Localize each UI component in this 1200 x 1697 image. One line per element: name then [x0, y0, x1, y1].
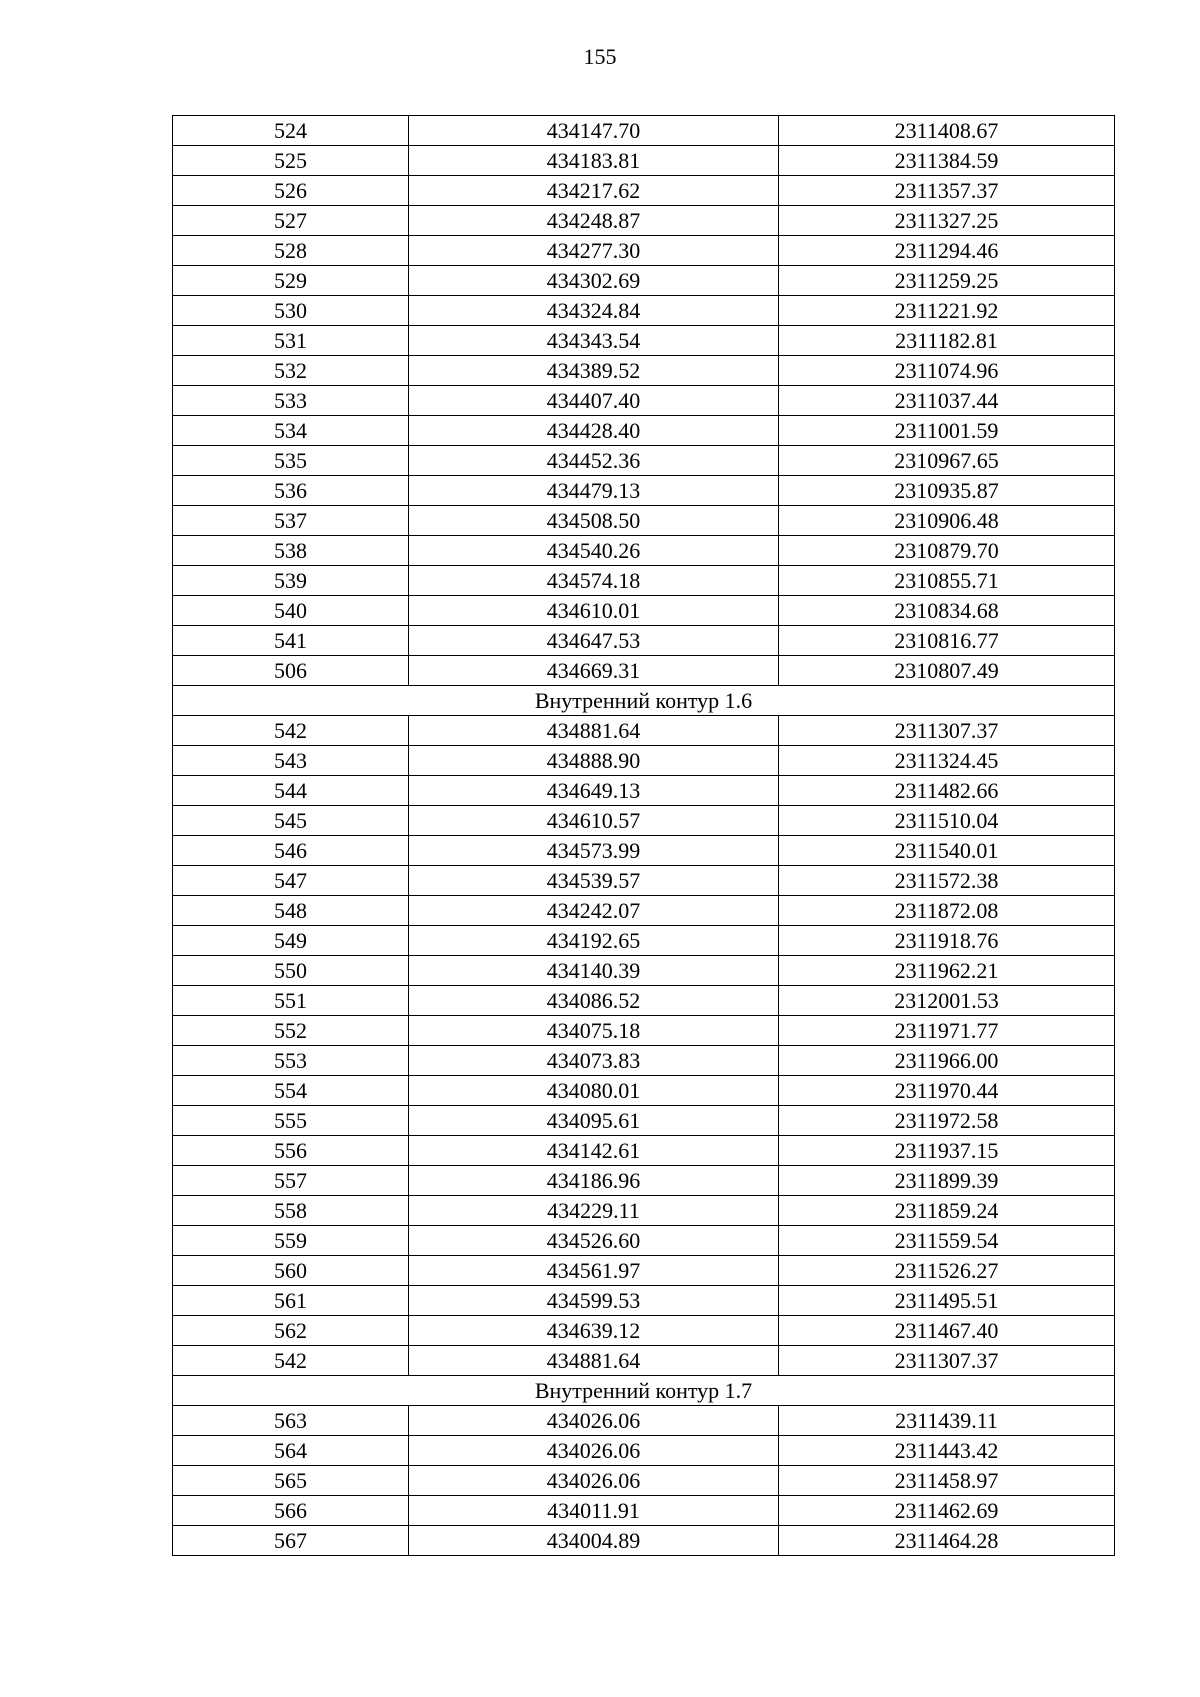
x-coordinate-cell: 434508.50	[409, 506, 779, 536]
y-coordinate-cell: 2310807.49	[779, 656, 1115, 686]
point-number-cell: 555	[173, 1106, 409, 1136]
point-number-cell: 552	[173, 1016, 409, 1046]
x-coordinate-cell: 434277.30	[409, 236, 779, 266]
x-coordinate-cell: 434026.06	[409, 1466, 779, 1496]
y-coordinate-cell: 2311001.59	[779, 416, 1115, 446]
point-number-cell: 534	[173, 416, 409, 446]
x-coordinate-cell: 434080.01	[409, 1076, 779, 1106]
x-coordinate-cell: 434248.87	[409, 206, 779, 236]
x-coordinate-cell: 434669.31	[409, 656, 779, 686]
point-number-cell: 562	[173, 1316, 409, 1346]
table-row	[173, 176, 1115, 206]
x-coordinate-cell: 434242.07	[409, 896, 779, 926]
point-number-cell: 529	[173, 266, 409, 296]
y-coordinate-cell: 2311482.66	[779, 776, 1115, 806]
page-number: 155	[583, 44, 617, 69]
table-row	[173, 1526, 1115, 1556]
x-coordinate-cell: 434610.01	[409, 596, 779, 626]
x-coordinate-cell: 434142.61	[409, 1136, 779, 1166]
y-coordinate-cell: 2311872.08	[779, 896, 1115, 926]
table-row	[173, 116, 1115, 146]
table-row	[173, 1106, 1115, 1136]
y-coordinate-cell: 2311526.27	[779, 1256, 1115, 1286]
y-coordinate-cell: 2311962.21	[779, 956, 1115, 986]
point-number-cell: 525	[173, 146, 409, 176]
y-coordinate-cell: 2311439.11	[779, 1406, 1115, 1436]
x-coordinate-cell: 434217.62	[409, 176, 779, 206]
point-number-cell: 559	[173, 1226, 409, 1256]
point-number-cell: 566	[173, 1496, 409, 1526]
y-coordinate-cell: 2311327.25	[779, 206, 1115, 236]
table-row	[173, 446, 1115, 476]
point-number-cell: 556	[173, 1136, 409, 1166]
coordinates-table	[172, 115, 1115, 1556]
point-number-cell: 545	[173, 806, 409, 836]
x-coordinate-cell: 434881.64	[409, 1346, 779, 1376]
y-coordinate-cell: 2310935.87	[779, 476, 1115, 506]
y-coordinate-cell: 2310816.77	[779, 626, 1115, 656]
point-number-cell: 554	[173, 1076, 409, 1106]
table-row	[173, 416, 1115, 446]
table-row	[173, 296, 1115, 326]
point-number-cell: 527	[173, 206, 409, 236]
y-coordinate-cell: 2311899.39	[779, 1166, 1115, 1196]
section-header-row	[173, 1376, 1115, 1406]
table-row	[173, 596, 1115, 626]
point-number-cell: 506	[173, 656, 409, 686]
x-coordinate-cell: 434389.52	[409, 356, 779, 386]
section-header-row	[173, 686, 1115, 716]
table-row	[173, 1466, 1115, 1496]
x-coordinate-cell: 434881.64	[409, 716, 779, 746]
x-coordinate-cell: 434540.26	[409, 536, 779, 566]
table-row	[173, 656, 1115, 686]
table-row	[173, 1286, 1115, 1316]
y-coordinate-cell: 2311495.51	[779, 1286, 1115, 1316]
y-coordinate-cell: 2311510.04	[779, 806, 1115, 836]
table-row	[173, 806, 1115, 836]
point-number-cell: 540	[173, 596, 409, 626]
table-row	[173, 926, 1115, 956]
point-number-cell: 546	[173, 836, 409, 866]
point-number-cell: 533	[173, 386, 409, 416]
y-coordinate-cell: 2311182.81	[779, 326, 1115, 356]
point-number-cell: 567	[173, 1526, 409, 1556]
x-coordinate-cell: 434526.60	[409, 1226, 779, 1256]
y-coordinate-cell: 2311918.76	[779, 926, 1115, 956]
table-row	[173, 356, 1115, 386]
y-coordinate-cell: 2311259.25	[779, 266, 1115, 296]
x-coordinate-cell: 434186.96	[409, 1166, 779, 1196]
point-number-cell: 524	[173, 116, 409, 146]
point-number-cell: 536	[173, 476, 409, 506]
y-coordinate-cell: 2311464.28	[779, 1526, 1115, 1556]
x-coordinate-cell: 434343.54	[409, 326, 779, 356]
point-number-cell: 551	[173, 986, 409, 1016]
x-coordinate-cell: 434539.57	[409, 866, 779, 896]
point-number-cell: 530	[173, 296, 409, 326]
table-row	[173, 776, 1115, 806]
x-coordinate-cell: 434011.91	[409, 1496, 779, 1526]
table-row	[173, 1136, 1115, 1166]
y-coordinate-cell: 2310906.48	[779, 506, 1115, 536]
x-coordinate-cell: 434095.61	[409, 1106, 779, 1136]
point-number-cell: 544	[173, 776, 409, 806]
x-coordinate-cell: 434026.06	[409, 1436, 779, 1466]
table-row	[173, 1496, 1115, 1526]
table-row	[173, 1436, 1115, 1466]
x-coordinate-cell: 434026.06	[409, 1406, 779, 1436]
point-number-cell: 553	[173, 1046, 409, 1076]
table-row	[173, 866, 1115, 896]
y-coordinate-cell: 2311971.77	[779, 1016, 1115, 1046]
table-row	[173, 836, 1115, 866]
table-row	[173, 986, 1115, 1016]
table-row	[173, 1256, 1115, 1286]
section-header: Внутренний контур 1.6	[173, 686, 1115, 716]
y-coordinate-cell: 2311937.15	[779, 1136, 1115, 1166]
y-coordinate-cell: 2311384.59	[779, 146, 1115, 176]
point-number-cell: 542	[173, 716, 409, 746]
x-coordinate-cell: 434229.11	[409, 1196, 779, 1226]
x-coordinate-cell: 434561.97	[409, 1256, 779, 1286]
table-row	[173, 1346, 1115, 1376]
y-coordinate-cell: 2311970.44	[779, 1076, 1115, 1106]
table-row	[173, 206, 1115, 236]
x-coordinate-cell: 434183.81	[409, 146, 779, 176]
table-row	[173, 566, 1115, 596]
x-coordinate-cell: 434428.40	[409, 416, 779, 446]
x-coordinate-cell: 434452.36	[409, 446, 779, 476]
x-coordinate-cell: 434407.40	[409, 386, 779, 416]
point-number-cell: 528	[173, 236, 409, 266]
point-number-cell: 539	[173, 566, 409, 596]
table-row	[173, 1196, 1115, 1226]
point-number-cell: 535	[173, 446, 409, 476]
y-coordinate-cell: 2311324.45	[779, 746, 1115, 776]
table-row	[173, 146, 1115, 176]
point-number-cell: 537	[173, 506, 409, 536]
table-row	[173, 476, 1115, 506]
y-coordinate-cell: 2312001.53	[779, 986, 1115, 1016]
table-row	[173, 536, 1115, 566]
y-coordinate-cell: 2311074.96	[779, 356, 1115, 386]
table-row	[173, 266, 1115, 296]
y-coordinate-cell: 2311540.01	[779, 836, 1115, 866]
x-coordinate-cell: 434075.18	[409, 1016, 779, 1046]
point-number-cell: 549	[173, 926, 409, 956]
y-coordinate-cell: 2310855.71	[779, 566, 1115, 596]
coordinates-table-body	[173, 116, 1115, 1556]
point-number-cell: 541	[173, 626, 409, 656]
y-coordinate-cell: 2311408.67	[779, 116, 1115, 146]
table-row	[173, 506, 1115, 536]
point-number-cell: 547	[173, 866, 409, 896]
y-coordinate-cell: 2311462.69	[779, 1496, 1115, 1526]
y-coordinate-cell: 2311294.46	[779, 236, 1115, 266]
x-coordinate-cell: 434649.13	[409, 776, 779, 806]
point-number-cell: 548	[173, 896, 409, 926]
section-header: Внутренний контур 1.7	[173, 1376, 1115, 1406]
point-number-cell: 531	[173, 326, 409, 356]
x-coordinate-cell: 434599.53	[409, 1286, 779, 1316]
point-number-cell: 550	[173, 956, 409, 986]
y-coordinate-cell: 2311467.40	[779, 1316, 1115, 1346]
point-number-cell: 532	[173, 356, 409, 386]
table-row	[173, 746, 1115, 776]
point-number-cell: 561	[173, 1286, 409, 1316]
x-coordinate-cell: 434147.70	[409, 116, 779, 146]
point-number-cell: 557	[173, 1166, 409, 1196]
table-row	[173, 956, 1115, 986]
y-coordinate-cell: 2311966.00	[779, 1046, 1115, 1076]
y-coordinate-cell: 2311559.54	[779, 1226, 1115, 1256]
point-number-cell: 560	[173, 1256, 409, 1286]
table-row	[173, 1076, 1115, 1106]
x-coordinate-cell: 434086.52	[409, 986, 779, 1016]
table-row	[173, 1166, 1115, 1196]
point-number-cell: 563	[173, 1406, 409, 1436]
point-number-cell: 558	[173, 1196, 409, 1226]
y-coordinate-cell: 2311859.24	[779, 1196, 1115, 1226]
y-coordinate-cell: 2311357.37	[779, 176, 1115, 206]
x-coordinate-cell: 434004.89	[409, 1526, 779, 1556]
y-coordinate-cell: 2310967.65	[779, 446, 1115, 476]
table-row	[173, 386, 1115, 416]
x-coordinate-cell: 434610.57	[409, 806, 779, 836]
point-number-cell: 543	[173, 746, 409, 776]
x-coordinate-cell: 434639.12	[409, 1316, 779, 1346]
point-number-cell: 565	[173, 1466, 409, 1496]
x-coordinate-cell: 434888.90	[409, 746, 779, 776]
point-number-cell: 564	[173, 1436, 409, 1466]
table-row	[173, 1016, 1115, 1046]
point-number-cell: 538	[173, 536, 409, 566]
x-coordinate-cell: 434302.69	[409, 266, 779, 296]
x-coordinate-cell: 434192.65	[409, 926, 779, 956]
x-coordinate-cell: 434073.83	[409, 1046, 779, 1076]
y-coordinate-cell: 2311221.92	[779, 296, 1115, 326]
table-row	[173, 1046, 1115, 1076]
table-row	[173, 236, 1115, 266]
table-row	[173, 1316, 1115, 1346]
table-row	[173, 326, 1115, 356]
table-row	[173, 626, 1115, 656]
point-number-cell: 542	[173, 1346, 409, 1376]
y-coordinate-cell: 2311443.42	[779, 1436, 1115, 1466]
y-coordinate-cell: 2311307.37	[779, 716, 1115, 746]
y-coordinate-cell: 2310834.68	[779, 596, 1115, 626]
x-coordinate-cell: 434479.13	[409, 476, 779, 506]
x-coordinate-cell: 434574.18	[409, 566, 779, 596]
table-row	[173, 716, 1115, 746]
y-coordinate-cell: 2311037.44	[779, 386, 1115, 416]
x-coordinate-cell: 434324.84	[409, 296, 779, 326]
x-coordinate-cell: 434573.99	[409, 836, 779, 866]
x-coordinate-cell: 434140.39	[409, 956, 779, 986]
y-coordinate-cell: 2310879.70	[779, 536, 1115, 566]
y-coordinate-cell: 2311972.58	[779, 1106, 1115, 1136]
y-coordinate-cell: 2311307.37	[779, 1346, 1115, 1376]
table-row	[173, 1226, 1115, 1256]
point-number-cell: 526	[173, 176, 409, 206]
table-row	[173, 1406, 1115, 1436]
y-coordinate-cell: 2311458.97	[779, 1466, 1115, 1496]
y-coordinate-cell: 2311572.38	[779, 866, 1115, 896]
table-row	[173, 896, 1115, 926]
x-coordinate-cell: 434647.53	[409, 626, 779, 656]
